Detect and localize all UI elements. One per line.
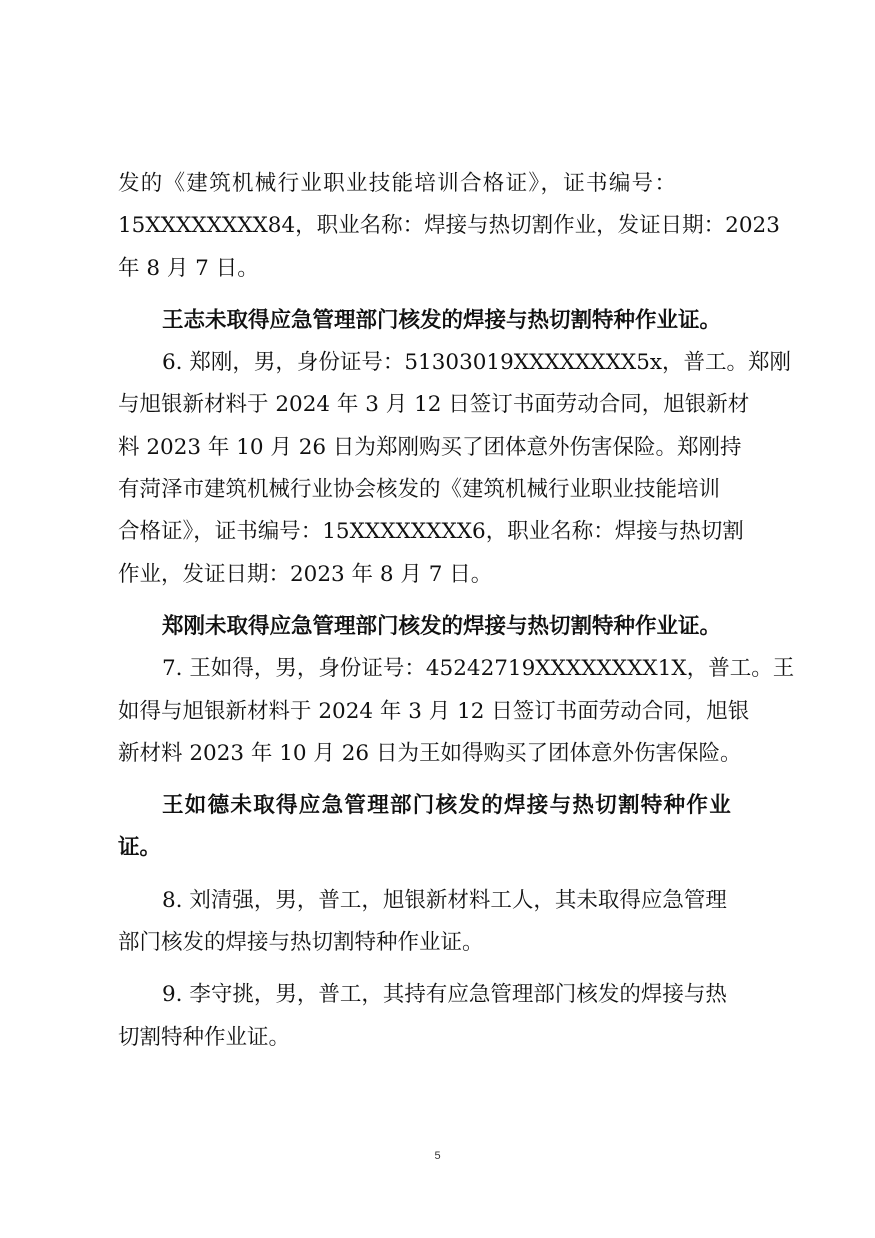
bold-statement: 郑刚未取得应急管理部门核发的焊接与热切割特种作业证。 bbox=[162, 613, 722, 639]
body-text bbox=[118, 163, 795, 1059]
text-line: 合格证》，证书编号：15XXXXXXXX6，职业名称：焊接与热切割 bbox=[118, 519, 744, 545]
bold-statement-continued: 证。 bbox=[118, 835, 162, 861]
text-line: 部门核发的焊接与热切割特种作业证。 bbox=[118, 930, 484, 956]
text-line: 切割特种作业证。 bbox=[118, 1024, 291, 1050]
text-line: 有菏泽市建筑机械行业协会核发的《建筑机械行业职业技能培训 bbox=[118, 477, 721, 503]
bold-statement: 王志未取得应急管理部门核发的焊接与热切割特种作业证。 bbox=[162, 307, 722, 333]
text-line: 年 8 月 7 日。 bbox=[118, 255, 259, 281]
text-line: 新材料 2023 年 10 月 26 日为王如得购买了团体意外伤害保险。 bbox=[118, 740, 742, 766]
text-line: 料 2023 年 10 月 26 日为郑刚购买了团体意外伤害保险。郑刚持 bbox=[118, 434, 742, 460]
text-line: 如得与旭银新材料于 2024 年 3 月 12 日签订书面劳动合同，旭银 bbox=[118, 698, 750, 724]
text-line: 9. 李守挑，男，普工，其持有应急管理部门核发的焊接与热 bbox=[162, 982, 727, 1008]
text-line: 15XXXXXXXX84，职业名称：焊接与热切割作业，发证日期：2023 bbox=[118, 213, 780, 239]
text-line: 7. 王如得，男，身份证号：45242719XXXXXXXX1X，普工。王 bbox=[162, 656, 795, 682]
text-line: 发的《建筑机械行业职业技能培训合格证》，证书编号： bbox=[118, 171, 678, 196]
text-line: 8. 刘清强，男，普工，旭银新材料工人，其未取得应急管理 bbox=[162, 887, 727, 913]
text-line: 6. 郑刚，男，身份证号：51303019XXXXXXXX5x，普工。郑刚 bbox=[162, 350, 792, 376]
text-line: 与旭银新材料于 2024 年 3 月 12 日签订书面劳动合同，旭银新材 bbox=[118, 392, 750, 418]
page-number: 5 bbox=[434, 1150, 441, 1162]
text-line: 作业，发证日期：2023 年 8 月 7 日。 bbox=[118, 561, 493, 587]
bold-statement: 王如德未取得应急管理部门核发的焊接与热切割特种作业 bbox=[162, 793, 733, 819]
